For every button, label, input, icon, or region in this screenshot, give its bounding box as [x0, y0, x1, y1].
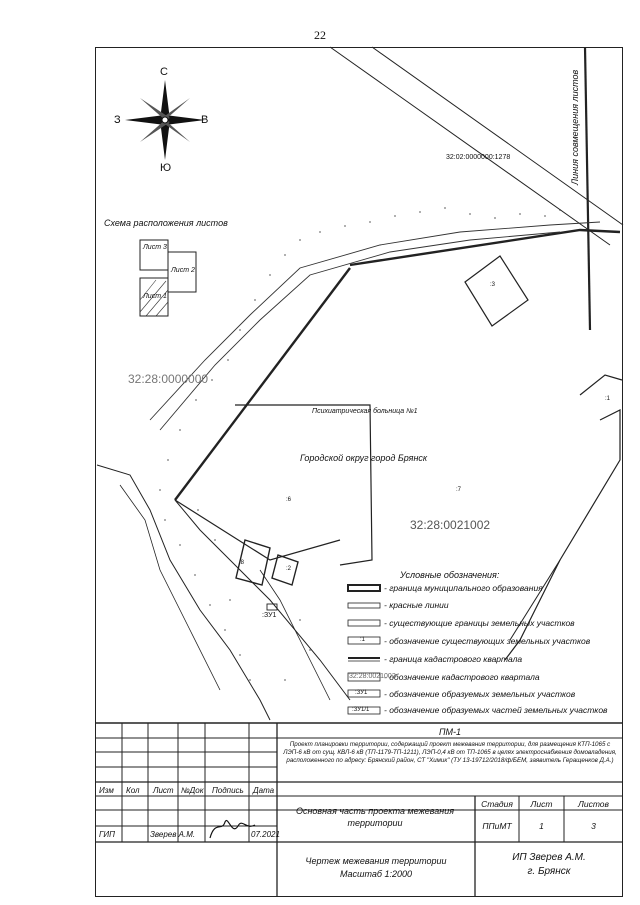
compass-south: Ю — [160, 162, 172, 174]
legend-sample-zu: :ЗУ1 — [355, 690, 368, 696]
col-data: Дата — [253, 786, 275, 795]
sheets-value: 3 — [591, 821, 596, 831]
district-label: Городской округ город Брянск — [300, 453, 428, 463]
cad-quarter-main-label: 32:28:0021002 — [410, 518, 491, 532]
part-title: Основная часть проекта межевания территории — [295, 806, 455, 828]
sheet-join-line-label: Линия совмещения листов — [570, 69, 580, 185]
legend-item: - обозначение существующих земельных участков — [384, 636, 591, 646]
legend-item: - граница муниципального образования — [384, 583, 543, 593]
col-list: Лист — [153, 786, 174, 795]
stage-header: Стадия — [481, 799, 513, 809]
legend-sample-quarter: 32:28:0021002 — [349, 673, 396, 680]
legend-sample-zu-part: :ЗУ1/1 — [352, 707, 370, 713]
col-kol: Кол — [126, 786, 140, 795]
author-name: Зверев А.М. — [150, 830, 196, 839]
col-ndok: №Док — [181, 786, 204, 795]
plot-7-label: :7 — [456, 487, 462, 493]
page-number: 22 — [314, 28, 326, 42]
sheet-scheme-title: Схема расположения листов — [104, 218, 228, 228]
legend-item: - граница кадастрового квартала — [384, 654, 523, 664]
legend-item: - обозначение образуемых частей земельных участков — [384, 705, 608, 715]
zu1-label: :ЗУ1 — [262, 612, 277, 619]
compass-icon — [125, 80, 205, 160]
project-title: Проект планировки территории, содержащий проект межевания территории, для размещения КТП-1065 с ЛЭП-6 кВ от сущ. КВЛ-6 кВ (ТП-1179-ТП-1211), ЛЭП-0,4 кВ от ТП-1065 в целях электроснабжения домовладения, расположенного по адресу: Брянский район, СТ "Химик" (ТУ 13-19712/2018/ф/БЕМ, заявитель Геращенков Д.А.) — [283, 741, 617, 764]
drawing-scale: Масштаб 1:2000 — [339, 869, 413, 879]
sheet-scheme-2: Лист 2 — [171, 267, 195, 274]
sheet-scheme-1: Лист 1 — [143, 293, 167, 300]
compass-west: З — [114, 114, 121, 126]
plot-1-label: :1 — [605, 396, 611, 402]
gip-label: ГИП — [99, 830, 115, 839]
legend-item: - обозначение кадастрового квартала — [384, 672, 540, 682]
compass-north: С — [160, 66, 168, 78]
sheet-header: Лист — [530, 799, 553, 809]
company-city: г. Брянск — [527, 866, 571, 877]
cad-quarter-left-label: 32:28:0000000 — [128, 372, 209, 386]
plot-8-label: :8 — [239, 560, 245, 566]
sheet-scheme-3: Лист 3 — [143, 244, 167, 251]
col-podpis: Подпись — [212, 786, 244, 795]
stage-value: ППиМТ — [482, 821, 512, 831]
sheets-header: Листов — [578, 799, 609, 809]
legend-item: - обозначение образуемых земельных участков — [384, 689, 576, 699]
company-name: ИП Зверев А.М. — [512, 852, 586, 863]
legend-item: - красные линии — [384, 600, 449, 610]
drawing-title: Чертеж межевания территории — [305, 856, 447, 866]
plot-6-label: :6 — [286, 497, 292, 503]
legend-sample-plot: :1 — [360, 637, 366, 643]
plot-2-label: :2 — [286, 566, 292, 572]
plot-3-label: :3 — [490, 282, 496, 288]
sheet-value: 1 — [539, 821, 544, 831]
compass-east: В — [201, 114, 209, 126]
legend-item: - существующие границы земельных участков — [384, 618, 575, 628]
legend-title: Условные обозначения: — [400, 570, 500, 580]
signature-icon — [210, 821, 255, 838]
col-izm: Изм — [99, 786, 114, 795]
hospital-label: Психиатрическая больница №1 — [312, 408, 418, 415]
sign-date: 07.2021 — [251, 830, 280, 839]
cadastral-top-label: 32:02:0000000:1278 — [446, 154, 511, 161]
doc-code: ПМ-1 — [438, 727, 462, 737]
